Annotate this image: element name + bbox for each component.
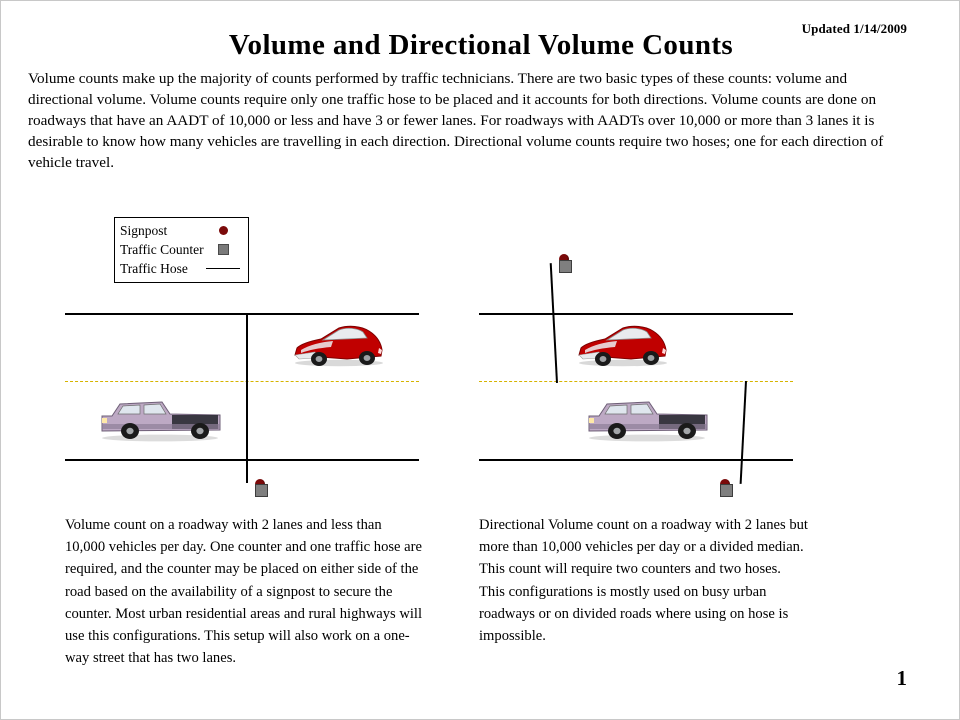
page-number: 1 <box>896 666 907 690</box>
upper-road-edge <box>65 313 419 315</box>
red-car <box>571 321 671 372</box>
square-marker-icon <box>204 244 243 255</box>
legend-item-traffic-hose <box>120 259 243 278</box>
updated-date: Updated 1/14/2009 <box>801 21 907 36</box>
lower-road-edge <box>479 459 793 461</box>
upper-traffic-hose <box>550 263 558 383</box>
traffic-hose <box>246 313 248 483</box>
legend-item-label: Traffic Counter <box>120 241 204 257</box>
lower-traffic-hose <box>740 381 747 484</box>
legend-item-signpost <box>120 221 243 240</box>
purple-pickup-truck <box>96 394 226 447</box>
line-marker-icon <box>203 268 243 269</box>
purple-pickup-truck <box>583 394 713 447</box>
red-car <box>287 321 387 372</box>
center-line-yellow-dashed <box>65 381 419 382</box>
legend-item-label: Signpost <box>120 222 168 238</box>
upper-road-edge <box>479 313 793 315</box>
dot-marker-icon <box>203 226 243 235</box>
legend-item-label: Traffic Hose <box>120 260 188 276</box>
upper-traffic-counter <box>559 260 572 273</box>
legend-item-traffic-counter <box>120 240 243 259</box>
traffic-counter <box>255 484 268 497</box>
lower-road-edge <box>65 459 419 461</box>
lower-traffic-counter <box>720 484 733 497</box>
directional-volume-count-caption: Directional Volume count on a roadway with 2 lanes but more than 10,000 vehicles per day or a divided median. This count will require two counters and two hoses. This configurations is mostly used on busy urban roadways or on divided roads where using on hose is impossible. <box>479 517 808 644</box>
page-title: Volume and Directional Volume Counts <box>228 29 734 61</box>
legend-box <box>114 217 249 283</box>
intro-paragraph: Volume counts make up the majority of counts performed by traffic technicians. There are two basic types of these counts: volume and directional volume. Volume counts require only one traffic hose to be placed and it accounts for both directions. Volume counts are done on roadways that have an AADT of 10,000 or less and have 3 or fewer lanes. For roadways with AADTs over 10,000 or more than 3 lanes it is desirable to know how many vehicles are travelling in each direction. Directional volume counts require two hoses; one for each direction of vehicle travel. <box>28 70 884 171</box>
volume-count-caption: Volume count on a roadway with 2 lanes and less than 10,000 vehicles per day. One counter and one traffic hose are required, and the counter may be placed on either side of the road based on the availability of a signpost to secure the counter. Most urban residential areas and rural highways will use this configurations. This setup will also work on a one-way street that has two lanes. <box>65 517 423 667</box>
